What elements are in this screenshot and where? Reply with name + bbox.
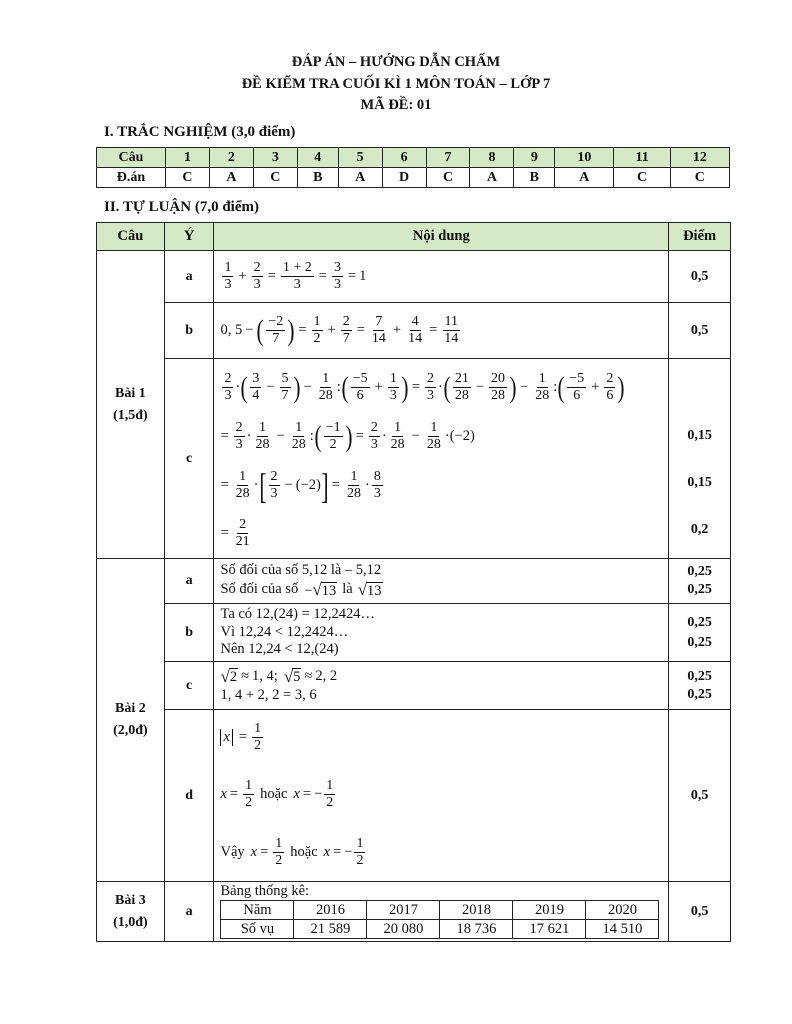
part-label: c [164, 359, 214, 559]
stats-label-count: Số vụ [221, 920, 294, 939]
question-number: 2 [209, 148, 253, 168]
solution-1b: 0, 5 − ( −2 7 ) = $\frac{1}{2}$ + $\frac{2}{7}$ = $\frac{7}{14}$ + $\frac{4}{14}$ = $\frac{11}{14}$ [214, 303, 669, 359]
answer-key-title: ĐÁP ÁN – HƯỚNG DẪN CHẤM [291, 54, 501, 70]
score: 0,25 [687, 564, 712, 579]
part-label: a [164, 559, 214, 604]
part-label: c [164, 662, 214, 710]
score-cell [669, 662, 731, 710]
question-number: 8 [470, 148, 514, 168]
text-line: Vì 12,24 < 12,2424… [220, 623, 349, 640]
problem-1-cell [97, 251, 165, 559]
section-essay-title: II. TỰ LUẬN (7,0 điểm) [104, 199, 260, 215]
table-row [97, 604, 731, 662]
row-label-question: Câu [97, 148, 166, 168]
answer-cell: A [470, 168, 514, 188]
col-header-content: Nội dung [214, 223, 669, 251]
essay-table [96, 222, 731, 942]
answer-cell: A [338, 168, 382, 188]
stats-table [220, 900, 659, 939]
score: 0,5 [669, 303, 731, 359]
text-line: là [342, 581, 353, 597]
col-header-score: Điểm [669, 223, 731, 251]
count-cell: 18 736 [440, 920, 513, 939]
score: 0,25 [687, 614, 712, 630]
question-number: 4 [297, 148, 338, 168]
table-row [97, 710, 731, 882]
problem-3-name: Bài 3 [115, 892, 146, 908]
question-number: 6 [382, 148, 426, 168]
part-label: a [164, 882, 214, 942]
table-row [97, 882, 731, 942]
answer-cell: A [555, 168, 614, 188]
question-number: 9 [514, 148, 555, 168]
count-cell: 17 621 [513, 920, 586, 939]
table-row [97, 662, 731, 710]
exam-title: ĐỀ KIỂM TRA CUỐI KÌ 1 MÔN TOÁN – LỚP 7 [241, 76, 551, 92]
score: 0,15 [687, 428, 712, 443]
score: 0,25 [687, 582, 712, 597]
score: 0,25 [687, 668, 712, 684]
problem-3-points: (1,0đ) [113, 914, 148, 930]
part-label: b [164, 604, 214, 662]
text-line: Số đối của số [220, 581, 299, 597]
answer-cell: C [614, 168, 670, 188]
question-number: 11 [614, 148, 670, 168]
part-label: d [164, 710, 214, 882]
part-label: b [164, 303, 214, 359]
word-or: hoặc [290, 844, 318, 860]
year-cell: 2020 [586, 901, 659, 920]
score: 0,25 [687, 686, 712, 702]
solution-2a: Số đối của số 5,12 là – 5,12 Số đối của số −√13 là √13 [214, 559, 669, 604]
solution-2d: x = $\frac{1}{2}$ x = $\frac{1}{2}$ hoặc x = − $\frac{1}{2}$ Vậy x = $\frac{1}{2}$ hoặc x = − $\frac{1}{2}$ [214, 710, 669, 882]
col-header-question: Câu [97, 223, 165, 251]
answer-cell: A [209, 168, 253, 188]
stats-row-year [221, 901, 659, 920]
problem-1-name: Bài 1 [115, 385, 146, 401]
answer-cell: C [253, 168, 297, 188]
part-label: a [164, 251, 214, 303]
year-cell: 2019 [513, 901, 586, 920]
stats-label-year: Năm [221, 901, 294, 920]
question-number: 7 [426, 148, 470, 168]
score-cell [669, 604, 731, 662]
score-cell [669, 359, 731, 559]
answer-row [97, 168, 730, 188]
score: 0,25 [687, 634, 712, 650]
multiple-choice-table [96, 147, 730, 188]
solution-3a [214, 882, 669, 942]
table-row [97, 559, 731, 604]
solution-1c: 2 3 · ( 3 4 − $\frac{5}{7}$ ) − $\frac{1}{28}$ : ( −5 6 + $\frac{1}{3}$ ) = $\frac{2}{3}$ · ( 21 28 − $\frac{20}{28}$ ) − $\frac{1}{28}$ : ( −5 6 + $\frac{2}{6}$ ) = $\frac{2}{3}$ · 1 28 − $\frac{1}{28}$ : ( −1 2 ) = $\frac{2}{3}$ · 1 28 − $\frac{1}{28}$ · (−2) = $\frac{1}{28}$ · [ 2 3 − (−2) ] = $\frac{1}{28}$ · 8 3 = $\frac{2}{21}$ [214, 359, 669, 559]
exam-code: MÃ ĐỀ: 01 [360, 97, 432, 113]
answer-cell: C [426, 168, 470, 188]
question-number: 1 [166, 148, 210, 168]
solution-1a: 1 3 + $\frac{2}{3}$ = $\frac{1 + 2}{3}$ = $\frac{3}{3}$ = 1 [214, 251, 669, 303]
answer-cell: B [297, 168, 338, 188]
year-cell: 2017 [367, 901, 440, 920]
section-multiple-choice-title: I. TRẮC NGHIỆM (3,0 điểm) [104, 124, 296, 140]
col-header-part: Ý [164, 223, 214, 251]
answer-cell: C [166, 168, 210, 188]
word-therefore: Vậy [220, 844, 245, 860]
stats-caption: Bảng thống kê: [220, 883, 310, 899]
score: 0,2 [690, 522, 709, 537]
text-line: Ta có 12,(24) = 12,2424… [220, 606, 376, 623]
question-number: 3 [253, 148, 297, 168]
word-or: hoặc [260, 786, 288, 802]
text-line: Số đối của số 5,12 là – 5,12 [220, 562, 382, 579]
score: 0,5 [669, 251, 731, 303]
year-cell: 2018 [440, 901, 513, 920]
problem-3-cell [97, 882, 165, 942]
row-label-answer: Đ.án [97, 168, 166, 188]
answer-cell: C [670, 168, 729, 188]
year-cell: 2016 [294, 901, 367, 920]
table-row [97, 303, 731, 359]
problem-1-points: (1,5đ) [113, 407, 148, 423]
problem-2-points: (2,0đ) [113, 723, 148, 738]
table-row [97, 359, 731, 559]
solution-2c: √ 2 ≈ 1, 4; √ 5 ≈ 2, 2 1, 4 + 2, 2 = 3, 6 [214, 662, 669, 710]
answer-cell: D [382, 168, 426, 188]
question-row [97, 148, 730, 168]
score-cell [669, 559, 731, 604]
text-line: Nên 12,24 < 12,(24) [220, 641, 339, 658]
table-row [97, 251, 731, 303]
score: 0,5 [669, 882, 731, 942]
problem-2-cell [97, 559, 165, 882]
count-cell: 14 510 [586, 920, 659, 939]
problem-2-name: Bài 2 [115, 701, 146, 717]
count-cell: 20 080 [367, 920, 440, 939]
stats-row-count [221, 920, 659, 939]
solution-2b [214, 604, 669, 662]
count-cell: 21 589 [294, 920, 367, 939]
score: 0,5 [669, 710, 731, 882]
question-number: 12 [670, 148, 729, 168]
question-number: 5 [338, 148, 382, 168]
essay-header-row [97, 223, 731, 251]
score: 0,15 [687, 475, 712, 490]
answer-cell: B [514, 168, 555, 188]
question-number: 10 [555, 148, 614, 168]
